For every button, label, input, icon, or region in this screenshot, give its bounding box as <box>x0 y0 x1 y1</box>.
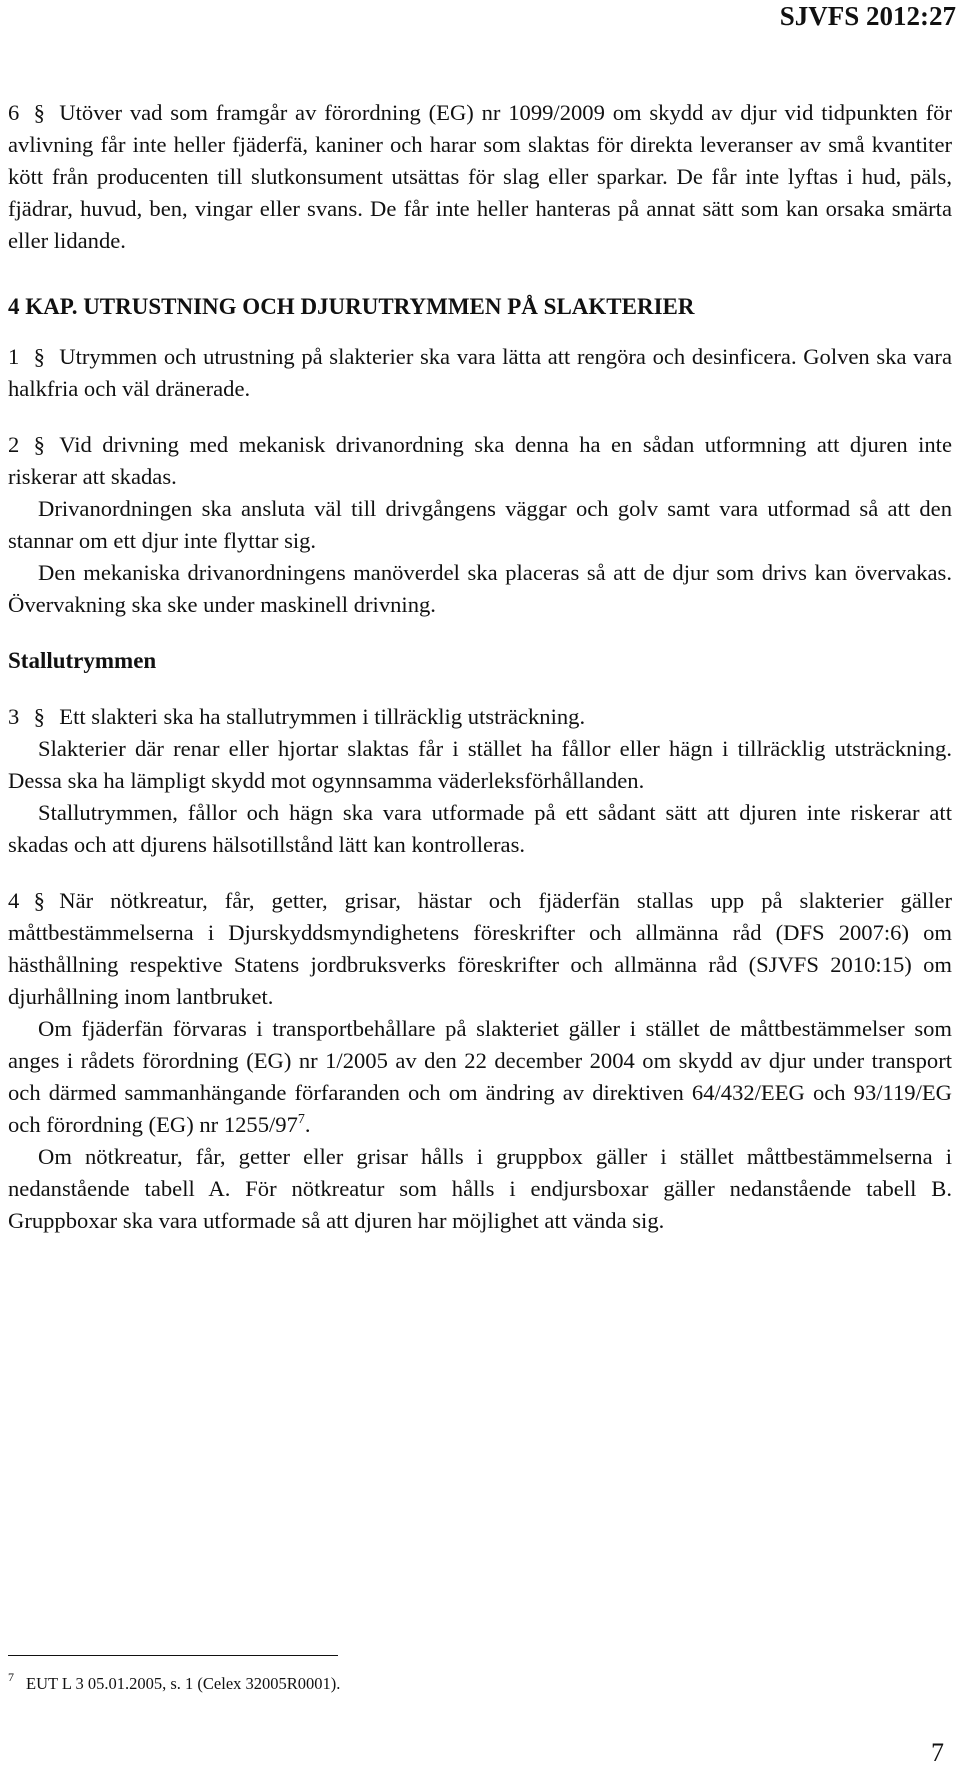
section-sign: § <box>33 432 45 457</box>
document-id-header: SJVFS 2012:27 <box>779 1 956 31</box>
section-number: 3 <box>8 704 20 729</box>
section-sign: § <box>33 704 45 729</box>
paragraph-4-part-3: Om nötkreatur, får, getter eller grisar hålls i gruppbox gäller i stället måttbestämmelserna i nedanstående tabell A. För nötkreatur som hålls i endjursboxar gäller nedanstående tabell B. Gruppboxar ska vara utformade så att djuren har möjlighet att vända sig. <box>8 1144 952 1233</box>
footnote-divider <box>8 1655 338 1656</box>
chapter-heading: 4 KAP. UTRUSTNING OCH DJURUTRYMMEN PÅ SLAKTERIER <box>8 294 695 319</box>
footnote-number: 7 <box>8 1670 14 1684</box>
paragraph-text: Utöver vad som framgår av förordning (EG) nr 1099/2009 om skydd av djur vid tidpunkten för avlivning får inte heller fjäderfä, kaniner och harar som slaktas för direkta leveranser av små kvantiter kött från producenten till slutkonsument utsättas för slag eller sparkar. De får inte lyftas i hud, päls, fjädrar, huvud, ben, vingar eller svans. De får inte heller hanteras på annat sätt som kan orsaka smärta eller lidande. <box>8 100 952 253</box>
section-number: 1 <box>8 344 20 369</box>
section-sign: § <box>33 100 45 125</box>
section-sign: § <box>33 344 45 369</box>
document-body <box>8 97 952 1237</box>
paragraph-4 <box>8 885 952 1013</box>
paragraph-2-part-3: Den mekaniska drivanordningens manöverdel ska placeras så att de djur som drivs kan övervakas. Övervakning ska ske under maskinell drivning. <box>8 560 952 617</box>
section-number: 6 <box>8 100 20 125</box>
paragraph-text: Om fjäderfän förvaras i transportbehållare på slakteriet gäller i stället de måttbestämmelser som anges i rådets förordning (EG) nr 1/2005 av den 22 december 2004 om skydd av djur under transport och därmed sammanhängande förfaranden och om ändring av direktiven 64/432/EEG och 93/119/EG och förordning (EG) nr 1255/97 <box>8 1016 952 1137</box>
paragraph-3-part-2: Slakterier där renar eller hjortar slaktas får i stället ha fållor eller hägn i tillräcklig utsträckning. Dessa ska ha lämpligt skydd mot ogynnsamma väderleksförhållanden. <box>8 736 952 793</box>
footnote-reference[interactable]: 7 <box>297 1112 305 1127</box>
paragraph-text-end: . <box>304 1112 311 1137</box>
paragraph-6 <box>8 97 952 257</box>
paragraph-1 <box>8 341 952 405</box>
paragraph-text: Utrymmen och utrustning på slakterier ska vara lätta att rengöra och desinficera. Golven ska vara halkfria och väl dränerade. <box>8 344 952 401</box>
paragraph-text: Ett slakteri ska ha stallutrymmen i tillräcklig utsträckning. <box>59 704 586 729</box>
paragraph-text: Vid drivning med mekanisk drivanordning ska denna ha en sådan utformning att djuren inte riskerar att skadas. <box>8 432 952 489</box>
paragraph-3 <box>8 701 952 733</box>
footnote-text: EUT L 3 05.01.2005, s. 1 (Celex 32005R0001). <box>26 1674 341 1693</box>
paragraph-2 <box>8 429 952 493</box>
section-number: 4 <box>8 888 20 913</box>
paragraph-2-part-2: Drivanordningen ska ansluta väl till drivgångens väggar och golv samt vara utformad så att den stannar om ett djur inte flyttar sig. <box>8 496 952 553</box>
subheading: Stallutrymmen <box>8 648 157 673</box>
paragraph-text: När nötkreatur, får, getter, grisar, hästar och fjäderfän stallas upp på slakterier gäller måttbestämmelserna i Djurskyddsmyndighetens föreskrifter och allmänna råd (DFS 2007:6) om hästhållning respektive Statens jordbruksverks föreskrifter och allmänna råd (SJVFS 2010:15) om djurhållning inom lantbruket. <box>8 888 952 1009</box>
page-number: 7 <box>931 1738 944 1767</box>
paragraph-3-part-3: Stallutrymmen, fållor och hägn ska vara utformade på ett sådant sätt att djuren inte riskerar att skadas och att djurens hälsotillstånd lätt kan kontrolleras. <box>8 800 952 857</box>
paragraph-4-part-2 <box>8 1013 952 1141</box>
section-number: 2 <box>8 432 20 457</box>
footnote <box>8 1670 341 1695</box>
section-sign: § <box>33 888 45 913</box>
